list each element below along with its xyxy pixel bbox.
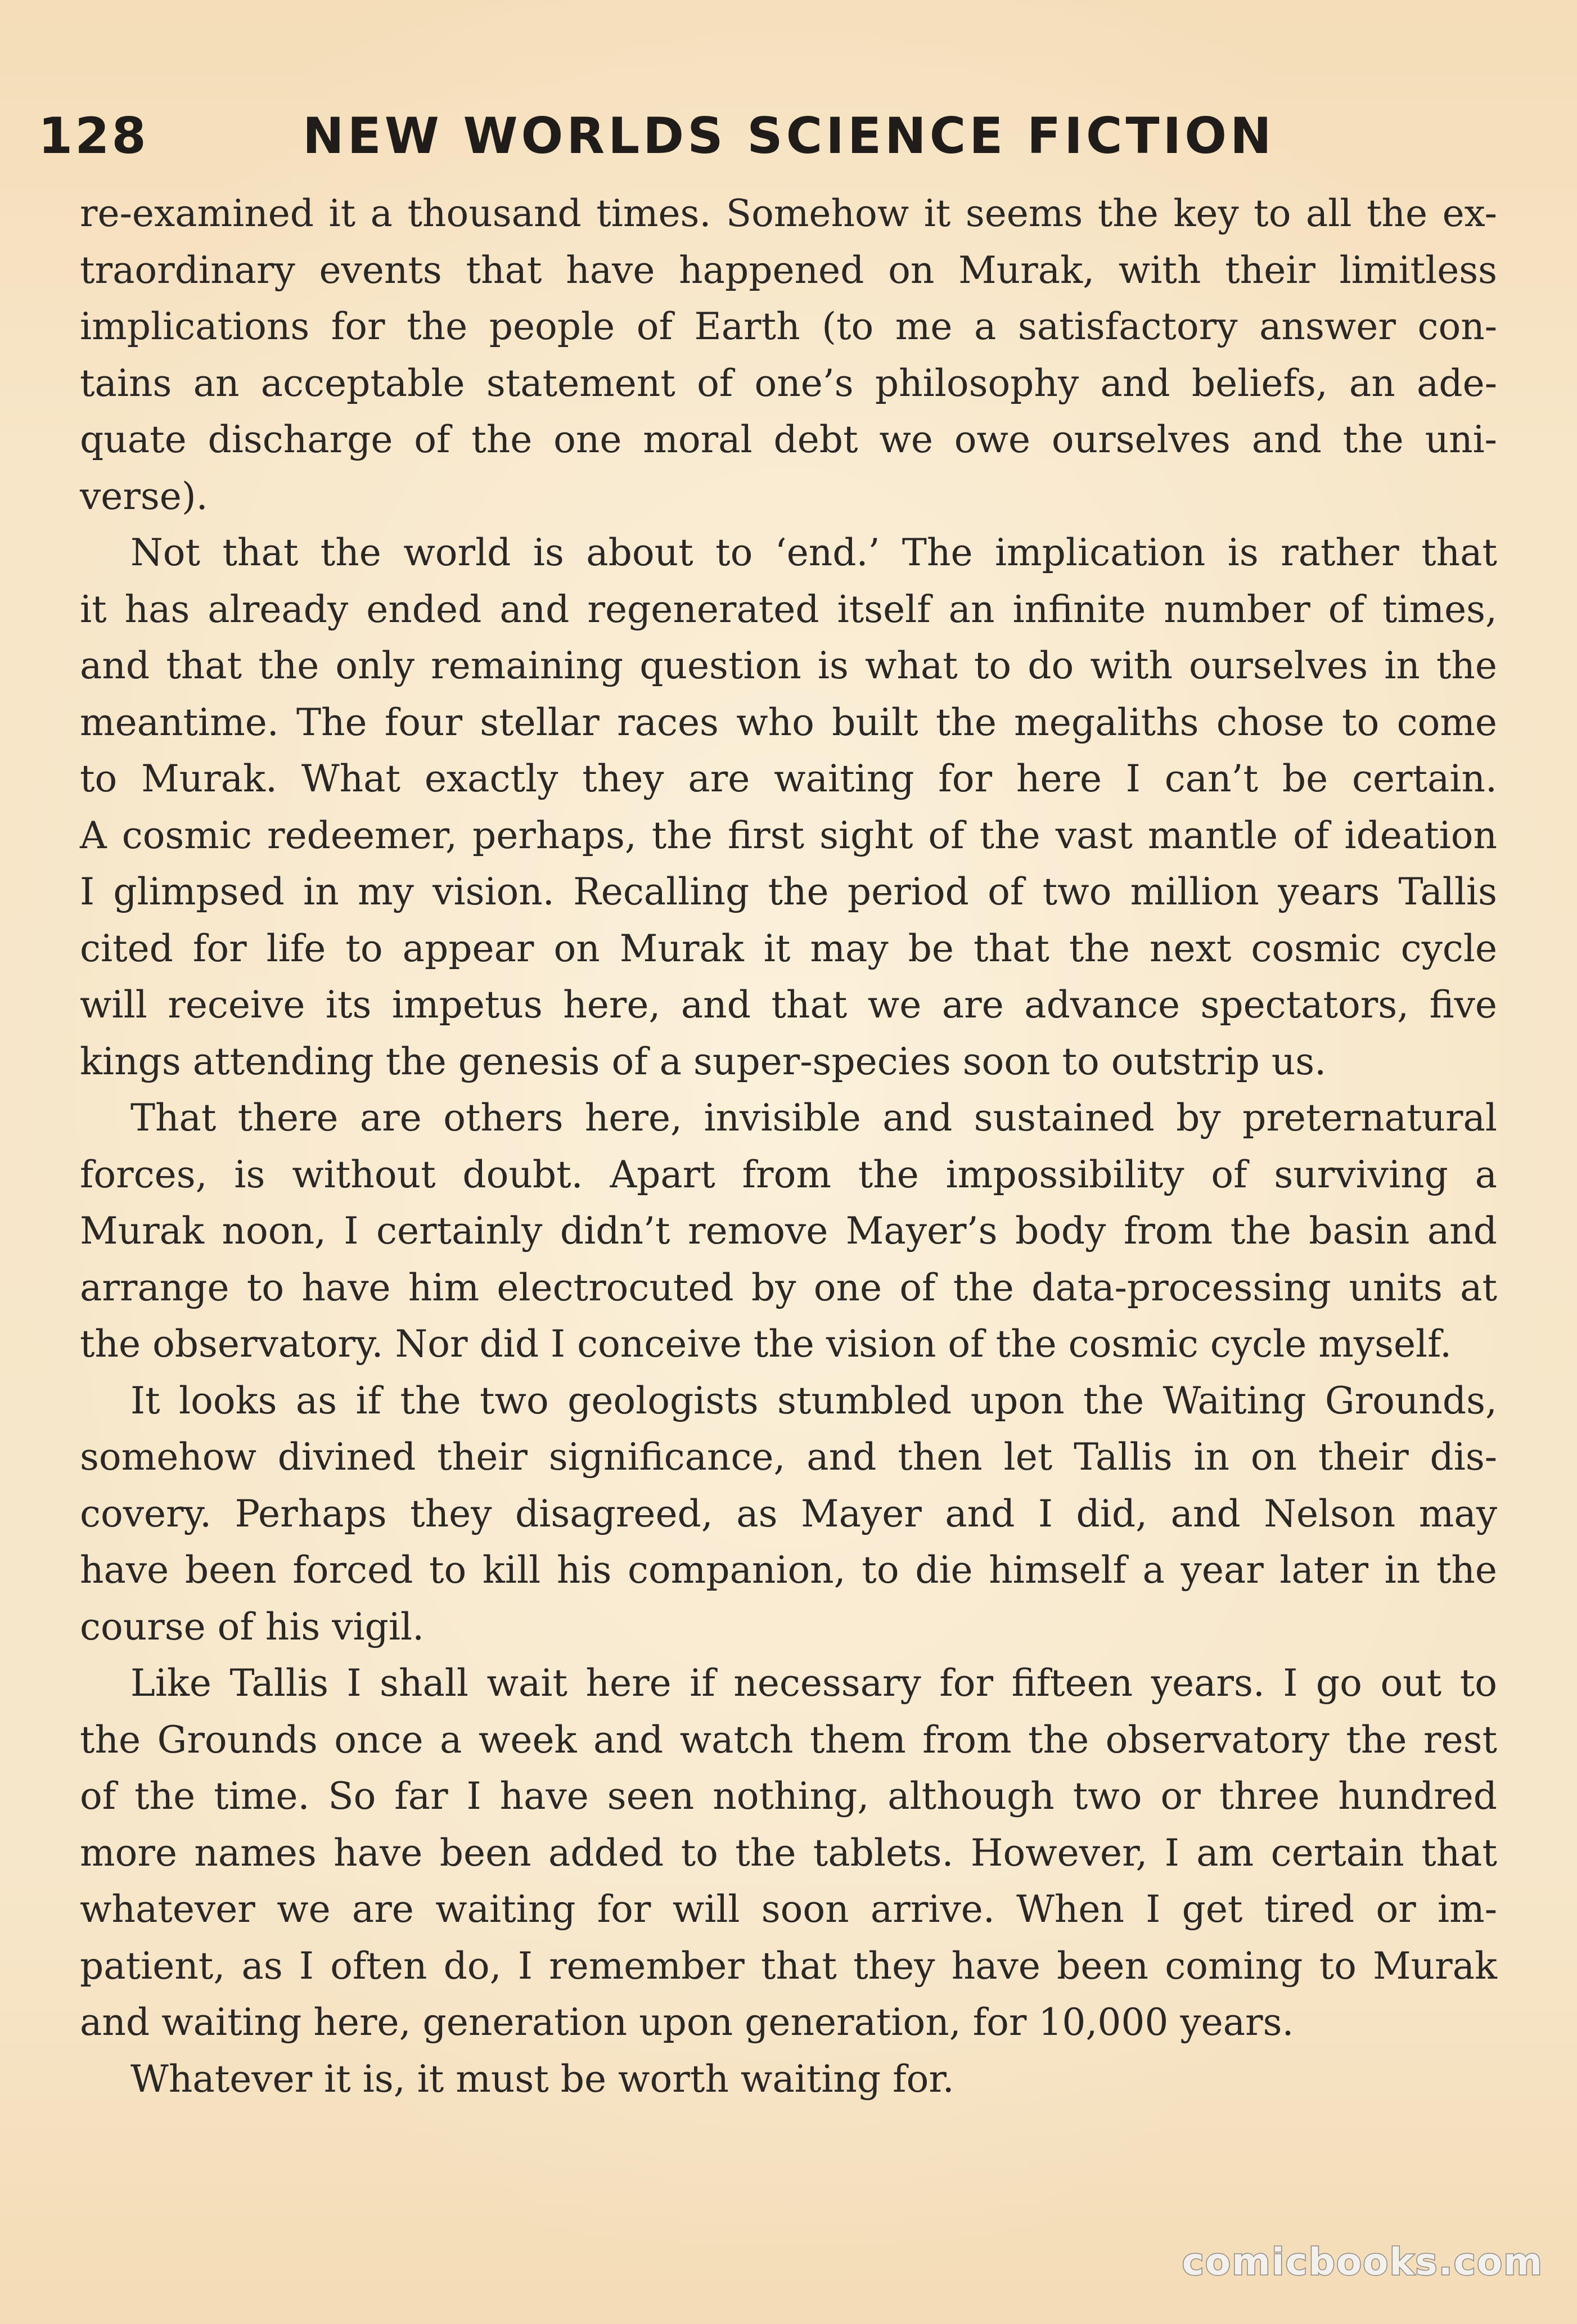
- text-line: That there are others here, invisible and sustained by preternatural: [130, 1096, 1497, 1140]
- text-line: will receive its impetus here, and that we are advance spectators, five: [80, 983, 1497, 1026]
- text-line: Murak noon, I certainly didn’t remove Mayer’s body from the basin and: [80, 1209, 1497, 1253]
- text-line: course of his vigil.: [80, 1605, 425, 1649]
- text-line: the observatory. Nor did I conceive the vision of the cosmic cycle myself.: [80, 1322, 1452, 1366]
- text-line: It looks as if the two geologists stumbled upon the Waiting Grounds,: [130, 1379, 1497, 1422]
- text-line: of the time. So far I have seen nothing, although two or three hundred: [80, 1774, 1497, 1818]
- paragraph: [80, 186, 1497, 525]
- running-head: [38, 107, 1501, 169]
- text-line: forces, is without doubt. Apart from the impossibility of surviving a: [80, 1152, 1497, 1196]
- text-line: implications for the people of Earth (to me a satisfactory answer con-: [80, 305, 1497, 348]
- text-line: somehow divined their significance, and then let Tallis in on their dis-: [80, 1435, 1497, 1479]
- text-line: the Grounds once a week and watch them from the observatory the rest: [80, 1718, 1497, 1762]
- text-line: verse).: [80, 474, 208, 518]
- text-line: covery. Perhaps they disagreed, as Mayer and I did, and Nelson may: [80, 1492, 1497, 1535]
- paragraph: [80, 1090, 1497, 1373]
- text-line: to Murak. What exactly they are waiting for here I can’t be certain.: [80, 757, 1497, 800]
- paragraph: [80, 1655, 1497, 2051]
- text-line: have been forced to kill his companion, to die himself a year later in the: [80, 1548, 1497, 1592]
- text-line: Whatever it is, it must be worth waiting for.: [130, 2057, 954, 2101]
- page-number: 128: [38, 107, 148, 165]
- text-line: tains an acceptable statement of one’s philosophy and beliefs, an ade-: [80, 361, 1497, 405]
- watermark: comicbooks.com: [1182, 2240, 1543, 2284]
- text-line: quate discharge of the one moral debt we owe ourselves and the uni-: [80, 418, 1497, 461]
- body-text: [80, 186, 1497, 2107]
- paragraph: [80, 1373, 1497, 1656]
- text-line: Like Tallis I shall wait here if necessary for fifteen years. I go out to: [130, 1661, 1497, 1705]
- text-line: it has already ended and regenerated itself an infinite number of times,: [80, 587, 1497, 631]
- text-line: whatever we are waiting for will soon arrive. When I get tired or im-: [80, 1888, 1497, 1931]
- text-line: patient, as I often do, I remember that they have been coming to Murak: [80, 1944, 1497, 1988]
- journal-title: NEW WORLDS SCIENCE FICTION: [303, 107, 1275, 165]
- text-line: traordinary events that have happened on Murak, with their limitless: [80, 248, 1497, 292]
- text-line: A cosmic redeemer, perhaps, the first sight of the vast mantle of ideation: [80, 813, 1497, 857]
- paragraph: [80, 525, 1497, 1090]
- text-line: cited for life to appear on Murak it may be that the next cosmic cycle: [80, 926, 1497, 970]
- text-line: kings attending the genesis of a super-species soon to outstrip us.: [80, 1039, 1327, 1083]
- text-line: Not that the world is about to ‘end.’ The implication is rather that: [130, 531, 1497, 574]
- text-line: and that the only remaining question is what to do with ourselves in the: [80, 644, 1497, 687]
- text-line: and waiting here, generation upon generation, for 10,000 years.: [80, 2001, 1294, 2044]
- text-line: arrange to have him electrocuted by one of the data-processing units at: [80, 1265, 1497, 1309]
- text-line: meantime. The four stellar races who built the megaliths chose to come: [80, 700, 1497, 744]
- text-line: more names have been added to the tablets. However, I am certain that: [80, 1831, 1497, 1875]
- text-line: re-examined it a thousand times. Somehow it seems the key to all the ex-: [80, 192, 1497, 235]
- paragraph: [80, 2051, 1497, 2108]
- text-line: I glimpsed in my vision. Recalling the period of two million years Tallis: [80, 870, 1497, 913]
